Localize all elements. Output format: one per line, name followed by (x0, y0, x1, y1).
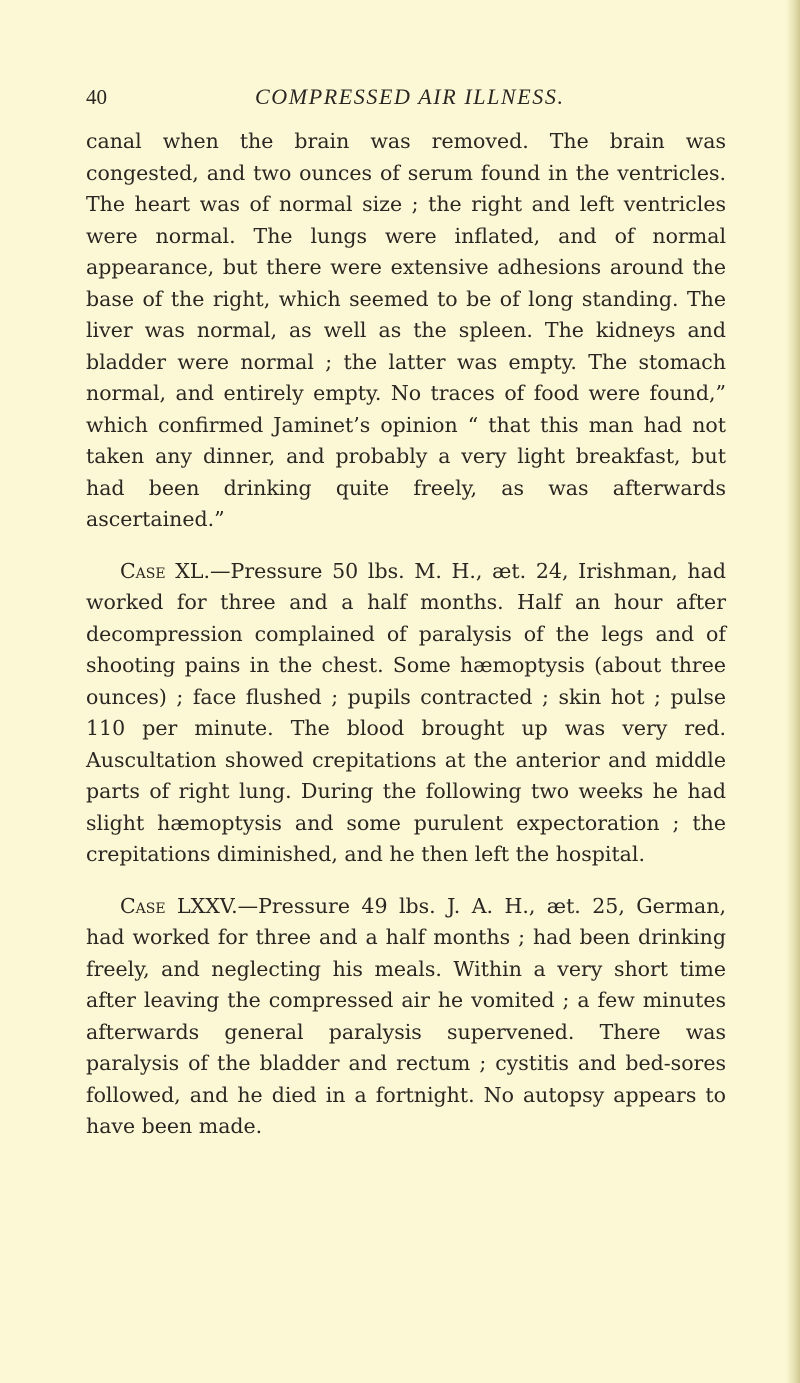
page-number: 40 (86, 85, 107, 109)
running-title: COMPRESSED AIR ILLNESS. (255, 84, 565, 109)
body-text (86, 126, 726, 1143)
page-header (0, 84, 800, 114)
case-lxxv-label: Case LXXV. (120, 893, 238, 918)
case-lxxv-text: —Pressure 49 lbs. J. A. H., æt. 25, German, had worked for three and a half months ; had been drinking freely, and neglecting his meals. Within a very short time after leaving the compressed air he vomited ; a few minutes afterwards general paralysis supervened. There was paralysis of the bladder and rectum ; cystitis and bed-sores followed, and he died in a fortnight. No autopsy appears to have been made. (86, 893, 726, 1138)
page-edge-shadow (786, 0, 800, 1383)
paragraph-continuation: canal when the brain was removed. The brain was congested, and two ounces of serum found in the ventricles. The heart was of normal size ; the right and left ventricles were normal. The lungs were inflated, and of normal appearance, but there were extensive adhesions around the base of the right, which seemed to be of long standing. The liver was normal, as well as the spleen. The kidneys and bladder were normal ; the latter was empty. The stomach normal, and entirely empty. No traces of food were found,” which confirmed Jaminet’s opinion “ that this man had not taken any dinner, and probably a very light breakfast, but had been drinking quite freely, as was afterwards ascertained.” (86, 129, 726, 531)
case-lxxv-paragraph (86, 891, 726, 1143)
case-xl-label: Case XL. (120, 558, 211, 583)
case-xl-text: —Pressure 50 lbs. M. H., æt. 24, Irishman, had worked for three and a half months. Half an hour after decompression complained of paralysis of the legs and of shooting pains in the chest. Some hæmoptysis (about three ounces) ; face flushed ; pupils contracted ; skin hot ; pulse 110 per minute. The blood brought up was very red. Auscultation showed crepitations at the anterior and middle parts of right lung. During the following two weeks he had slight hæmoptysis and some purulent expectoration ; the crepitations diminished, and he then left the hospital. (86, 558, 726, 866)
case-xl-paragraph (86, 556, 726, 871)
